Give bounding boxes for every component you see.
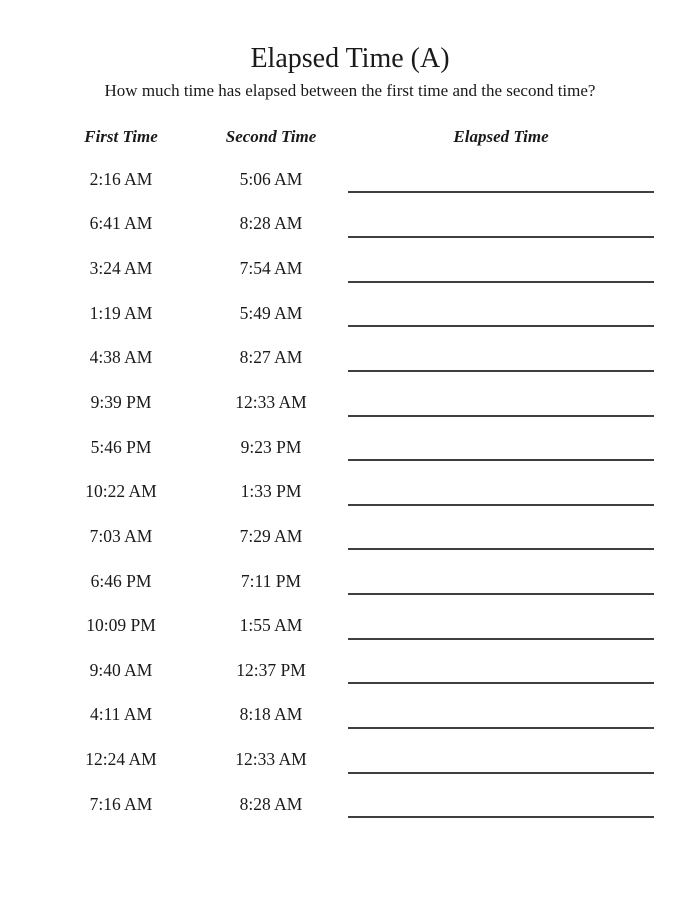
worksheet-row [46,693,654,738]
first-time-value: 5:46 PM [90,436,152,457]
elapsed-time-cell [348,625,654,627]
elapsed-time-cell [348,803,654,805]
elapsed-time-cell [348,312,654,314]
elapsed-time-cell [348,268,654,270]
elapsed-time-answer-blank[interactable] [348,772,654,774]
second-time-value: 12:37 PM [236,659,306,680]
elapsed-time-answer-blank[interactable] [348,816,654,818]
elapsed-time-cell [348,535,654,537]
elapsed-time-cell [348,223,654,225]
elapsed-time-cell [348,446,654,448]
second-time-value: 1:33 PM [240,481,302,502]
elapsed-time-answer-blank[interactable] [348,459,654,461]
instructions-text: How much time has elapsed between the first time and the second time? [104,80,596,100]
worksheet-row [46,202,654,247]
elapsed-time-answer-blank[interactable] [348,370,654,372]
second-time-value: 8:18 AM [239,704,303,725]
worksheet-row [46,648,654,693]
worksheet-row [46,782,654,827]
second-time-value: 12:33 AM [235,392,307,412]
elapsed-time-cell [348,357,654,359]
second-time-value: 7:54 AM [239,258,303,279]
second-time-value: 8:27 AM [239,347,303,368]
worksheet-row [46,559,654,604]
worksheet-row [46,514,654,559]
elapsed-time-cell [348,669,654,671]
first-time-value: 9:40 AM [89,659,153,680]
first-time-value: 9:39 PM [90,392,152,412]
worksheet-rows [46,157,654,827]
elapsed-time-answer-blank[interactable] [348,191,654,193]
elapsed-time-answer-blank[interactable] [348,593,654,595]
worksheet-table [46,127,654,827]
column-header-second-time: Second Time [225,126,317,146]
worksheet-row [46,246,654,291]
elapsed-time-cell [348,759,654,761]
elapsed-time-cell [348,714,654,716]
elapsed-time-answer-blank[interactable] [348,638,654,640]
first-time-value: 7:16 AM [89,793,153,814]
worksheet-row [46,603,654,648]
second-time-value: 8:28 AM [239,213,303,234]
first-time-value: 7:03 AM [89,525,153,546]
second-time-value: 12:33 AM [235,749,307,770]
elapsed-time-answer-blank[interactable] [348,727,654,729]
worksheet-row [46,425,654,470]
second-time-value: 5:06 AM [239,168,303,189]
elapsed-time-answer-blank[interactable] [348,325,654,327]
first-time-value: 10:22 AM [85,481,157,502]
worksheet-row [46,336,654,381]
first-time-value: 6:46 PM [90,570,152,591]
worksheet-row [46,291,654,336]
elapsed-time-answer-blank[interactable] [348,682,654,684]
column-header-row [46,127,654,147]
column-header-elapsed-time: Elapsed Time [453,126,549,146]
second-time-value: 7:29 AM [239,525,303,546]
worksheet-row [46,380,654,425]
elapsed-time-answer-blank[interactable] [348,415,654,417]
elapsed-time-cell [348,402,654,404]
second-time-value: 1:55 AM [239,615,303,636]
second-time-value: 5:49 AM [239,302,303,323]
first-time-value: 6:41 AM [89,213,153,234]
worksheet-row [46,469,654,514]
first-time-value: 2:16 AM [89,168,153,189]
first-time-value: 3:24 AM [89,258,153,279]
first-time-value: 10:09 PM [86,615,156,636]
elapsed-time-answer-blank[interactable] [348,236,654,238]
first-time-value: 1:19 AM [89,302,153,323]
elapsed-time-cell [348,178,654,180]
worksheet-row [46,737,654,782]
second-time-value: 9:23 PM [240,436,302,457]
elapsed-time-cell [348,491,654,493]
first-time-value: 12:24 AM [85,749,157,770]
elapsed-time-answer-blank[interactable] [348,281,654,283]
worksheet-row [46,157,654,202]
page-title: Elapsed Time (A) [250,43,450,74]
second-time-value: 7:11 PM [240,570,302,591]
elapsed-time-answer-blank[interactable] [348,504,654,506]
first-time-value: 4:38 AM [89,347,153,368]
column-header-first-time: First Time [84,126,158,146]
elapsed-time-answer-blank[interactable] [348,548,654,550]
second-time-value: 8:28 AM [239,793,303,814]
elapsed-time-cell [348,580,654,582]
first-time-value: 4:11 AM [89,704,153,725]
